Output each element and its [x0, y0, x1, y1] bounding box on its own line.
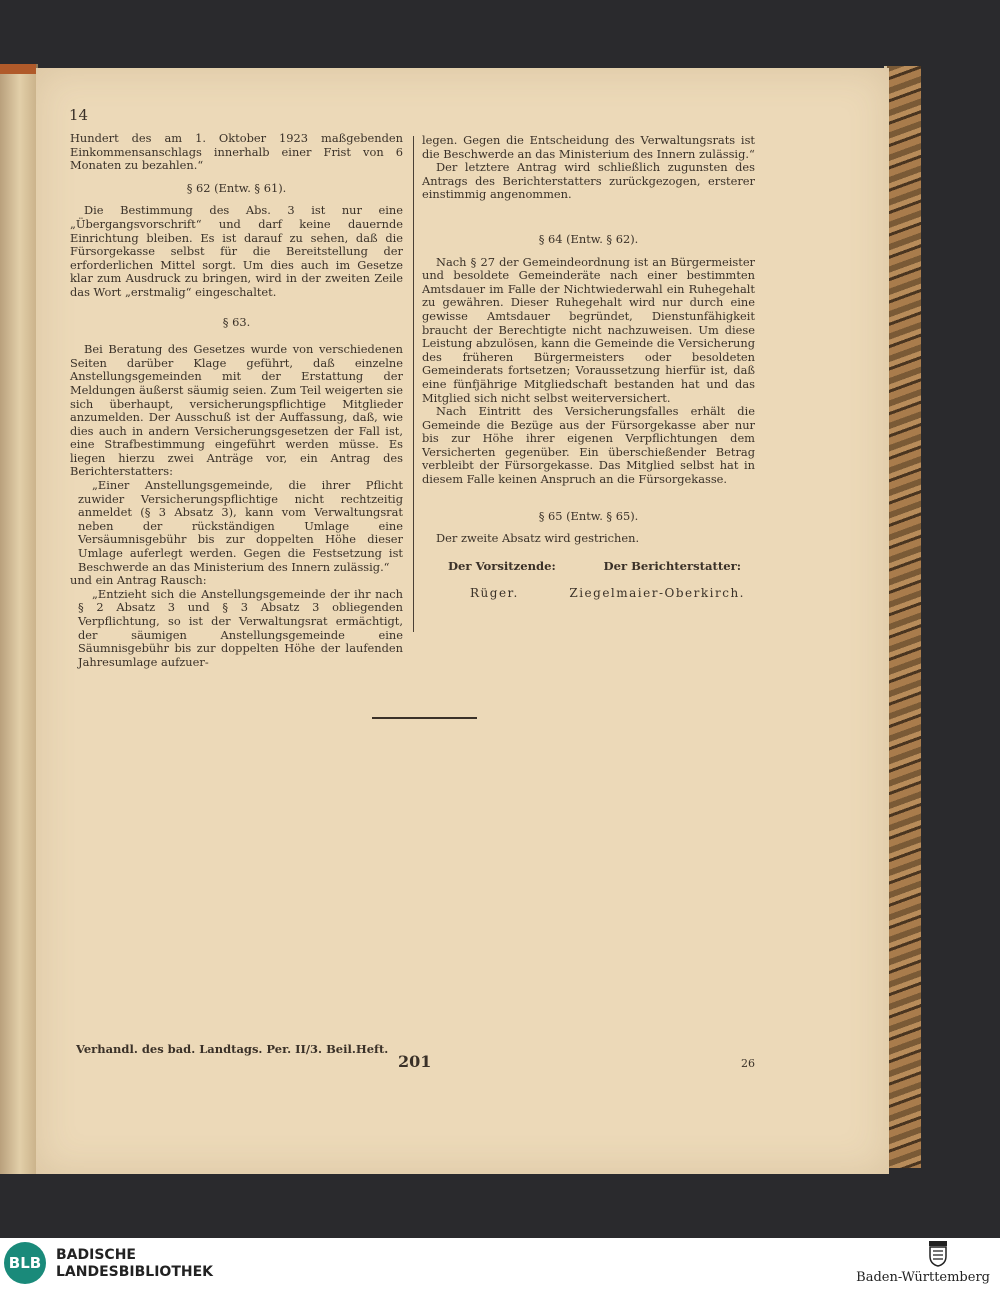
footer-publication: Verhandl. des bad. Landtags. Per. II/3. Beil.Heft. — [76, 1042, 389, 1056]
marbled-book-edge — [884, 66, 921, 1168]
blb-name[interactable] — [56, 1247, 213, 1281]
left-column — [70, 132, 403, 669]
left-paragraph-1: Hundert des am 1. Oktober 1923 maßgebenden Einkommensanschlags innerhalb einer Frist von 6 Monaten zu bezahlen.“ — [70, 131, 403, 173]
right-paragraph-5: Der zweite Absatz wird gestrichen. — [436, 531, 640, 546]
right-paragraph-1: legen. Gegen die Entscheidung des Verwaltungsrats ist die Beschwerde an das Ministerium des Innern zulässig.“ — [422, 133, 755, 161]
footer-sheet-number: 26 — [741, 1057, 755, 1070]
right-paragraph-3: Nach § 27 der Gemeindeordnung ist an Bürgermeister und besoldete Gemeinderäte nach einer bestimmten Amtsdauer im Falle der Nichtwiederwahl ein Ruhegehalt zu gewähren. Dieser Ruhegehalt wird nur durch eine gewisse Amtsdauer begründet, Dienstunfähigkeit braucht der Berechtigte nicht nachzuweisen. Um diese Leistung abzulösen, kann die Gemeinde die Versicherung des früheren Bürgermeisters oder besoldeten Gemeinderats fortsetzen; Voraussetzung hierfür ist, daß eine fünfjährige Mitgliedschaft bestanden hat und das Mitglied sich nicht selbst weiterversichert. — [422, 254, 755, 405]
signature-name-chair: Rüger. — [470, 586, 519, 601]
right-paragraph-2: Der letztere Antrag wird schließlich zugunsten des Antrags des Berichterstatters zurückgezogen, ersterer einstimmig angenommen. — [422, 160, 755, 202]
footer-page-number: 201 — [398, 1052, 432, 1071]
section-heading-64: § 64 (Entw. § 62). — [538, 231, 639, 246]
section-heading-65: § 65 (Entw. § 65). — [538, 508, 639, 523]
motion-quote-1: „Einer Anstellungsgemeinde, die ihrer Pflicht zuwider Versicherungspflichtige nicht rechtzeitig anmeldet (§ 3 Absatz 3), kann vom Verwaltungsrat neben der rückständigen Umlage eine Versäumnisgebühr bis zur doppelten Höhe dieser Umlage auferlegt werden. Gegen die Festsetzung ist Beschwerde an das Ministerium des Innern zulässig.“ — [78, 478, 403, 574]
signature-names — [422, 587, 755, 601]
book-spine-left — [0, 64, 38, 1174]
signature-label-reporter: Der Berichterstatter: — [603, 558, 741, 573]
spacer — [422, 202, 755, 224]
bw-label[interactable]: Baden-Württemberg — [856, 1270, 990, 1285]
right-column — [422, 134, 755, 601]
signature-labels — [422, 560, 755, 574]
viewer-footer-bar — [0, 1238, 1000, 1289]
spacer — [422, 487, 755, 501]
blb-logo[interactable]: BLB — [4, 1242, 46, 1284]
section-heading-63: § 63. — [222, 314, 251, 329]
section-heading-62: § 62 (Entw. § 61). — [186, 180, 287, 195]
right-paragraph-4: Nach Eintritt des Versicherungsfalles erhält die Gemeinde die Bezüge aus der Fürsorgekasse aber nur bis zur Höhe ihrer eigenen Verpflichtungen dem Versicherten gegenüber. Ein überschießender Betrag verbleibt der Fürsorgekasse. Das Mitglied selbst hat in diesem Falle keinen Anspruch an die Fürsorgekasse. — [422, 404, 755, 487]
left-paragraph-3: Bei Beratung des Gesetzes wurde von verschiedenen Seiten darüber Klage geführt, daß einzelne Anstellungsgemeinden mit der Erstattung der Meldungen äußerst säumig seien. Zum Teil weigerten sie sich überhaupt, versicherungspflichtige Mitglieder anzumelden. Der Ausschuß ist der Auffassung, daß, wie dies auch in andern Versicherungsgesetzen der Fall ist, eine Strafbestimmung eingeführt werden müsse. Es liegen hierzu zwei Anträge vor, ein Antrag des Berichterstatters: — [70, 342, 403, 479]
left-paragraph-2: Die Bestimmung des Abs. 3 ist nur eine „Übergangsvorschrift“ und darf keine dauernde Einrichtung bleiben. Es ist darauf zu sehen, daß die Fürsorgekasse selbst für die Bereitstellung der erforderlichen Mittel sorgt. Um dies auch im Gesetze klar zum Ausdruck zu bringen, wird in der zweiten Zeile das Wort „erstmalig“ eingeschaltet. — [70, 203, 403, 299]
blb-name-line-2: LANDESBIBLIOTHEK — [56, 1264, 214, 1280]
end-rule — [372, 717, 477, 719]
coat-of-arms-icon — [927, 1241, 949, 1267]
blb-name-line-1: BADISCHE — [56, 1247, 136, 1263]
left-paragraph-4: und ein Antrag Rausch: — [70, 573, 207, 588]
column-divider — [413, 136, 414, 632]
signature-label-chair: Der Vorsitzende: — [448, 558, 556, 573]
page-number-top: 14 — [69, 106, 89, 124]
motion-quote-2: „Entzieht sich die Anstellungsgemeinde der ihr nach § 2 Absatz 3 und § 3 Absatz 3 obliegenden Verpflichtung, so ist der Verwaltungsrat ermächtigt, der säumigen Anstellungsgemeinde eine Säumnisgebühr bis zur doppelten Höhe der laufenden Jahresumlage aufzuer- — [78, 586, 403, 669]
spine-edge — [0, 64, 36, 74]
document-page — [36, 68, 889, 1174]
signature-name-reporter: Ziegelmaier-Oberkirch. — [569, 586, 745, 601]
